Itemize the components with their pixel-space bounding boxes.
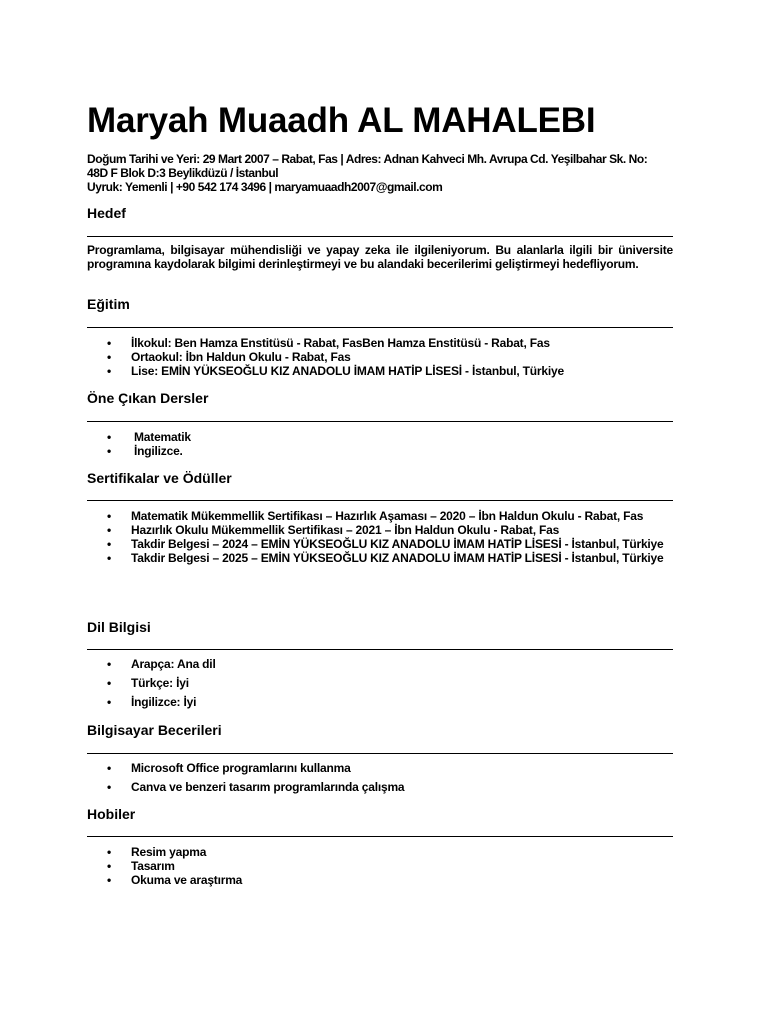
section-divider — [87, 500, 673, 501]
bullet: • — [107, 364, 112, 378]
list-item-text: Matematik Mükemmellik Sertifikası – Hazırlık Aşaması – 2020 – İbn Haldun Okulu - Rabat, Fas — [131, 509, 644, 523]
objective-paragraph: Programlama, bilgisayar mühendisliği ve yapay zeka ile ilgileniyorum. Bu alanlarla ilgili bir üniversite programına kaydolarak bilgimi derinleştirmeyi ve bu alandaki becerilerimi geliştirmeyi hedefliyorum. — [87, 243, 673, 271]
contact-line-address-cont: 48D F Blok D:3 Beylikdüzü / İstanbul — [87, 166, 279, 180]
list-item-text: Tasarım — [131, 859, 175, 873]
bullet: • — [107, 845, 112, 859]
list-item-text: Arapça: Ana dil — [131, 657, 216, 671]
list-item-text: Hazırlık Okulu Mükemmellik Sertifikası – 2021 – İbn Haldun Okulu - Rabat, Fas — [131, 523, 560, 537]
bullet: • — [107, 509, 112, 523]
bullet: • — [107, 676, 112, 690]
bullet: • — [107, 695, 112, 709]
courses-list — [87, 430, 673, 458]
list-item — [87, 364, 673, 378]
list-item — [87, 845, 673, 859]
bullet: • — [107, 537, 112, 551]
bullet: • — [107, 336, 112, 350]
list-item-text: Okuma ve araştırma — [131, 873, 243, 887]
section-divider — [87, 649, 673, 650]
list-item-text: İngilizce. — [134, 444, 183, 458]
list-item-text: Takdir Belgesi – 2024 – EMİN YÜKSEOĞLU KIZ ANADOLU İMAM HATİP LİSESİ - İstanbul, Türkiye — [131, 537, 664, 551]
list-item — [87, 859, 673, 873]
bullet: • — [107, 761, 112, 775]
list-item-text: Ortaokul: İbn Haldun Okulu - Rabat, Fas — [131, 350, 351, 364]
list-item — [87, 657, 673, 671]
section-title-sertifikalar: Sertifikalar ve Ödüller — [87, 470, 232, 486]
bullet: • — [107, 859, 112, 873]
contact-line-nationality-phone-email: Uyruk: Yemenli | +90 542 174 3496 | maryamuaadh2007@gmail.com — [87, 180, 443, 194]
section-divider — [87, 236, 673, 237]
list-item — [87, 444, 673, 458]
list-item — [87, 676, 673, 690]
resume-name: Maryah Muaadh AL MAHALEBI — [87, 101, 596, 140]
section-divider — [87, 421, 673, 422]
languages-list — [87, 657, 673, 714]
list-item-text: Resim yapma — [131, 845, 207, 859]
bullet: • — [107, 523, 112, 537]
list-item — [87, 761, 673, 775]
education-list — [87, 336, 673, 378]
list-item-text: Lise: EMİN YÜKSEOĞLU KIZ ANADOLU İMAM HATİP LİSESİ - İstanbul, Türkiye — [131, 364, 564, 378]
hobbies-list — [87, 845, 673, 887]
section-divider — [87, 327, 673, 328]
list-item-text: İlkokul: Ben Hamza Enstitüsü - Rabat, FasBen Hamza Enstitüsü - Rabat, Fas — [131, 336, 550, 350]
list-item — [87, 509, 673, 523]
list-item-text: Türkçe: İyi — [131, 676, 189, 690]
bullet: • — [107, 430, 112, 444]
bullet: • — [107, 657, 112, 671]
section-title-hedef: Hedef — [87, 205, 126, 221]
contact-line-birth-address: Doğum Tarihi ve Yeri: 29 Mart 2007 – Rabat, Fas | Adres: Adnan Kahveci Mh. Avrupa Cd. Yeşilbahar Sk. No: — [87, 152, 648, 166]
list-item — [87, 551, 673, 565]
list-item — [87, 537, 673, 551]
computer-skills-list — [87, 761, 673, 799]
list-item-text: Matematik — [134, 430, 191, 444]
section-divider — [87, 753, 673, 754]
list-item-text: Takdir Belgesi – 2025 – EMİN YÜKSEOĞLU KIZ ANADOLU İMAM HATİP LİSESİ - İstanbul, Türkiye — [131, 551, 664, 565]
bullet: • — [107, 873, 112, 887]
section-title-hobiler: Hobiler — [87, 806, 136, 822]
section-title-egitim: Eğitim — [87, 296, 130, 312]
contact-info — [87, 152, 673, 194]
list-item — [87, 780, 673, 794]
list-item — [87, 695, 673, 709]
bullet: • — [107, 350, 112, 364]
section-divider — [87, 836, 673, 837]
certificates-list — [87, 509, 673, 565]
section-title-bilgisayar: Bilgisayar Becerileri — [87, 722, 222, 738]
list-item — [87, 873, 673, 887]
list-item-text: İngilizce: İyi — [131, 695, 197, 709]
bullet: • — [107, 780, 112, 794]
bullet: • — [107, 551, 112, 565]
list-item — [87, 336, 673, 350]
section-title-dil: Dil Bilgisi — [87, 619, 151, 635]
list-item-text: Microsoft Office programlarını kullanma — [131, 761, 351, 775]
section-title-dersler: Öne Çıkan Dersler — [87, 390, 209, 406]
list-item — [87, 523, 673, 537]
bullet: • — [107, 444, 112, 458]
list-item — [87, 350, 673, 364]
list-item-text: Canva ve benzeri tasarım programlarında çalışma — [131, 780, 405, 794]
list-item — [87, 430, 673, 444]
